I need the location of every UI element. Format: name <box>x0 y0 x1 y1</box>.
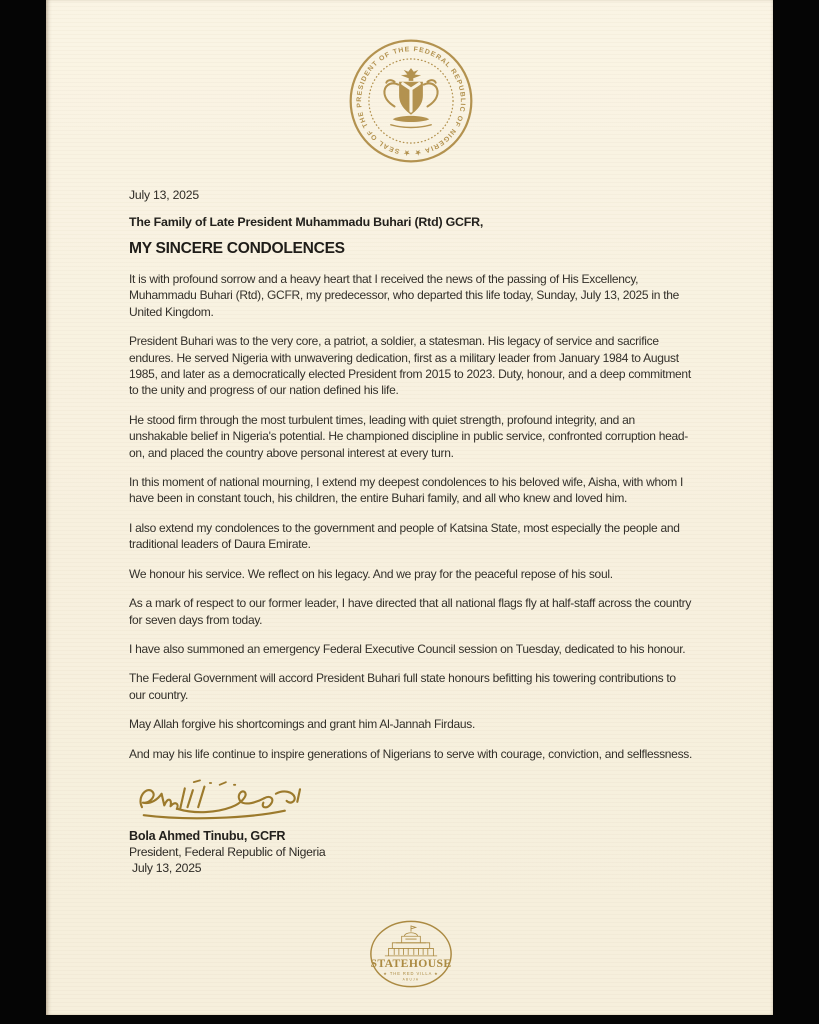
statehouse-logo-icon <box>355 911 467 997</box>
villa-drawing-icon <box>385 926 437 956</box>
letter-heading: MY SINCERE CONDOLENCES <box>129 240 345 257</box>
letter-body <box>129 271 693 762</box>
statehouse-logo <box>129 911 693 1002</box>
letter-paragraph: He stood firm through the most turbulent times, leading with quiet strength, profound integrity, and an unshakable belief in Nigeria's potential. He championed discipline in public service, confronted corruption head-on, and placed the country above personal interest at every turn. <box>129 412 688 460</box>
letter-content <box>46 0 773 1002</box>
seal-ring-text: ★ SEAL OF THE PRESIDENT OF THE FEDERAL REPUBLIC OF NIGERIA ★ <box>356 46 466 156</box>
coat-of-arms-icon <box>384 68 437 127</box>
letter-paragraph: And may his life continue to inspire generations of Nigerians to serve with courage, conviction, and selflessness. <box>129 746 693 761</box>
signer-name: Bola Ahmed Tinubu, GCFR <box>129 828 286 843</box>
presidential-seal-icon <box>347 37 475 165</box>
letter-paragraph: As a mark of respect to our former leader, I have directed that all national flags fly at half-staff across the country for seven days from today. <box>129 596 692 627</box>
signer-title: President, Federal Republic of Nigeria <box>129 844 326 859</box>
letter-paragraph: May Allah forgive his shortcomings and grant him Al-Jannah Firdaus. <box>129 717 476 732</box>
letter-paragraph: President Buhari was to the very core, a patriot, a soldier, a statesman. His legacy of service and sacrifice endures. He served Nigeria with unwavering dedication, first as a military leader from January 1984 to August 1985, and later as a democratically elected President from 2015 to 2023. Duty, honour, and a deep commitment to the unity and progress of our nation defined his life. <box>129 334 691 398</box>
letter-paragraph: We honour his service. We reflect on his legacy. And we pray for the peaceful repose of his soul. <box>129 566 613 581</box>
letter-paragraph: I have also summoned an emergency Federal Executive Council session on Tuesday, dedicated to his honour. <box>129 641 686 656</box>
letterhead-page <box>46 0 773 1015</box>
presidential-seal <box>129 37 693 170</box>
statehouse-logo-location: ABUJA <box>402 977 420 982</box>
signature-block <box>129 775 693 875</box>
letter-paragraph: I also extend my condolences to the government and people of Katsina State, most especially the people and traditional leaders of Daura Emirate. <box>129 520 680 552</box>
letter-paragraph: It is with profound sorrow and a heavy heart that I received the news of the passing of His Excellency, Muhammadu Buhari (Rtd), GCFR, my predecessor, who departed this life today, Sunday, July 13, 2025 in the United Kingdom. <box>129 272 680 319</box>
handwritten-signature-icon <box>125 775 325 825</box>
signer-date: July 13, 2025 <box>132 860 202 875</box>
statehouse-logo-name: STATEHOUSE <box>370 957 452 971</box>
letter-recipient: The Family of Late President Muhammadu Buhari (Rtd) GCFR, <box>129 215 484 229</box>
statehouse-logo-subtitle: ★ THE RED VILLA ★ <box>383 970 439 976</box>
letter-paragraph: The Federal Government will accord President Buhari full state honours befitting his towering contributions to our country. <box>129 671 676 702</box>
letter-paragraph: In this moment of national mourning, I extend my deepest condolences to his beloved wife, Aisha, with whom I have been in constant touch, his children, the entire Buhari family, and all who knew and loved him. <box>129 475 684 506</box>
letter-date: July 13, 2025 <box>129 188 199 202</box>
